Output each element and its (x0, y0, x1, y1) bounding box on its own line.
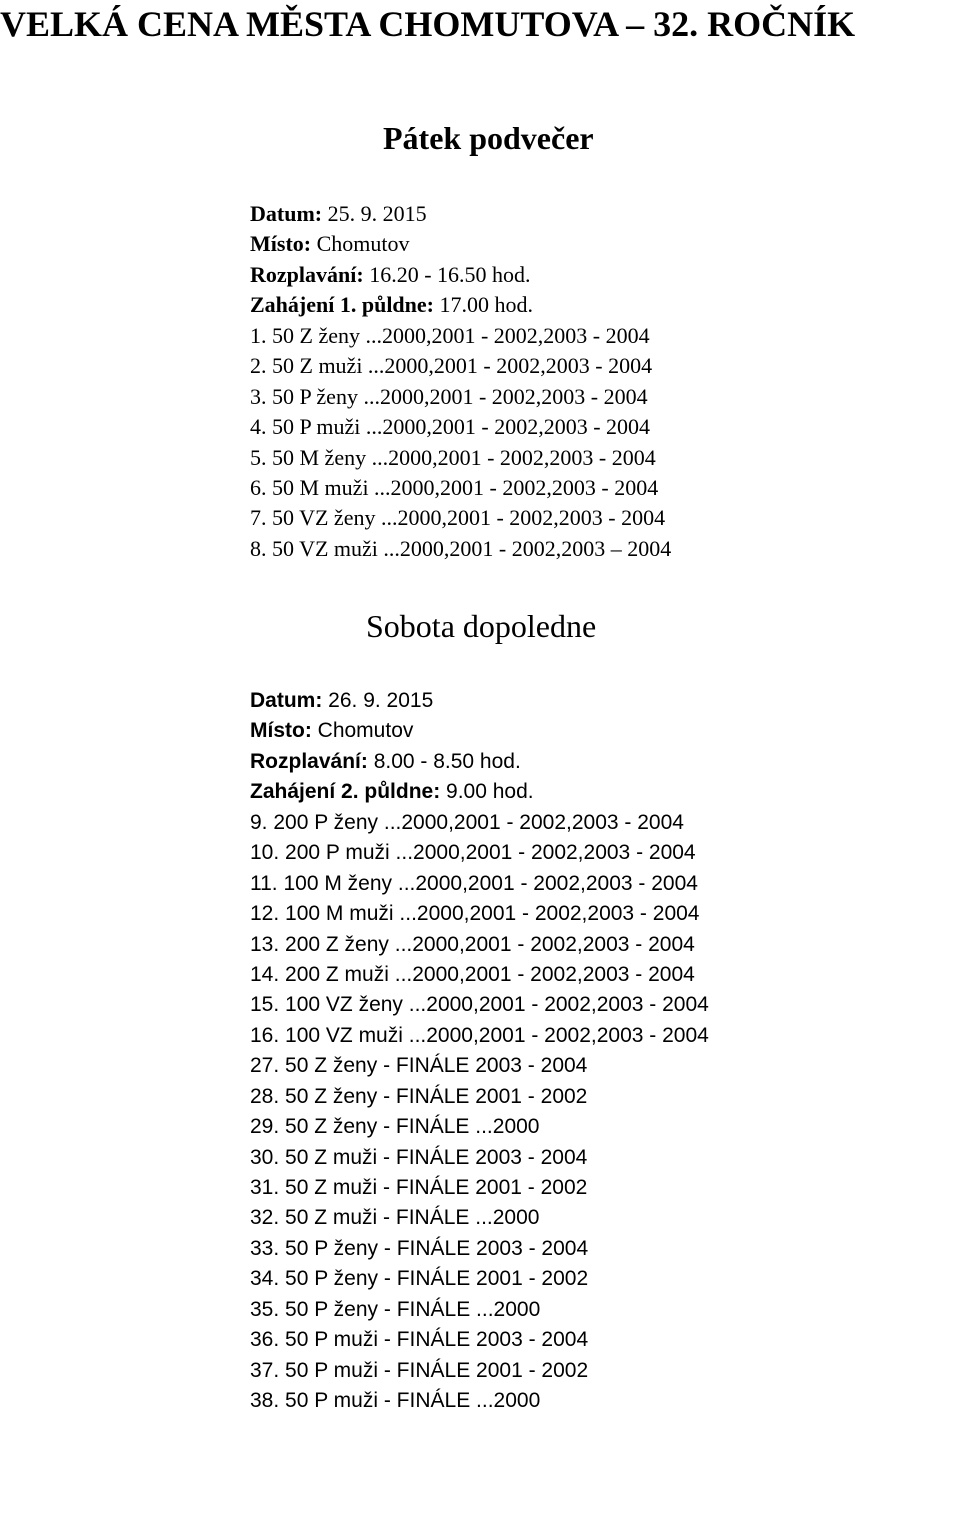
start-value: 9.00 hod. (440, 780, 534, 804)
event-item: 32. 50 Z muži - FINÁLE ...2000 (250, 1206, 540, 1230)
date-label: Datum: (250, 689, 323, 712)
event-item: 29. 50 Z ženy - FINÁLE ...2000 (250, 1115, 540, 1139)
saturday-place-line (250, 716, 709, 746)
event-item: 36. 50 P muži - FINÁLE 2003 - 2004 (250, 1328, 589, 1352)
date-value: 26. 9. 2015 (322, 689, 434, 712)
event-item: 8. 50 VZ muži ...2000,2001 - 2002,2003 – 2004 (250, 535, 672, 561)
start-value: 17.00 hod. (434, 292, 533, 318)
event-item: 5. 50 M ženy ...2000,2001 - 2002,2003 - 2004 (250, 444, 656, 470)
event-item: 35. 50 P ženy - FINÁLE ...2000 (250, 1297, 541, 1321)
event-item (250, 1477, 709, 1507)
event-item: 2. 50 Z muži ...2000,2001 - 2002,2003 - 2004 (250, 353, 653, 379)
event-item: 9. 200 P ženy ...2000,2001 - 2002,2003 - 2004 (250, 810, 684, 834)
saturday-warmup-line (250, 747, 709, 777)
event-item: 4. 50 P muži ...2000,2001 - 2002,2003 - 2004 (250, 414, 651, 440)
friday-heading: Pátek podvečer (383, 120, 594, 156)
friday-schedule (250, 199, 671, 564)
warmup-label: Rozplavání: (250, 261, 364, 287)
friday-date-line (250, 199, 671, 229)
event-item: 1. 50 Z ženy ...2000,2001 - 2002,2003 - 2004 (250, 322, 650, 348)
event-item: 31. 50 Z muži - FINÁLE 2001 - 2002 (250, 1176, 588, 1199)
event-item: 34. 50 P ženy - FINÁLE 2001 - 2002 (250, 1267, 589, 1291)
start-label: Zahájení 1. půldne: (250, 292, 434, 318)
place-value: Chomutov (311, 231, 410, 257)
event-item: 16. 100 VZ muži ...2000,2001 - 2002,2003 - 2004 (250, 1023, 709, 1047)
event-item (250, 1447, 709, 1477)
place-label: Místo: (250, 719, 312, 743)
start-label: Zahájení 2. půldne: (250, 780, 441, 804)
warmup-value: 8.00 - 8.50 hod. (367, 749, 521, 773)
place-label: Místo: (250, 231, 312, 257)
event-item: 33. 50 P ženy - FINÁLE 2003 - 2004 (250, 1236, 589, 1260)
saturday-start-line (250, 777, 709, 807)
event-item: 30. 50 Z muži - FINÁLE 2003 - 2004 (250, 1145, 588, 1169)
event-item: 14. 200 Z muži ...2000,2001 - 2002,2003 - 2004 (250, 962, 695, 986)
place-value: Chomutov (311, 719, 414, 743)
document-title: VELKÁ CENA MĚSTA CHOMUTOVA – 32. ROČNÍK (0, 4, 856, 44)
event-item: 13. 200 Z ženy ...2000,2001 - 2002,2003 - 2004 (250, 932, 695, 956)
date-label: Datum: (250, 201, 323, 226)
event-item: 6. 50 M muži ...2000,2001 - 2002,2003 - 2004 (250, 474, 659, 500)
event-item: 37. 50 P muži - FINÁLE 2001 - 2002 (250, 1358, 589, 1382)
friday-start-line (250, 290, 671, 320)
saturday-schedule (250, 686, 709, 1538)
friday-place-line (250, 229, 671, 259)
event-item (250, 1417, 709, 1447)
event-item: 38. 50 P muži - FINÁLE ...2000 (250, 1389, 541, 1413)
friday-warmup-line (250, 260, 671, 290)
event-item: 27. 50 Z ženy - FINÁLE 2003 - 2004 (250, 1054, 588, 1078)
event-item: 15. 100 VZ ženy ...2000,2001 - 2002,2003 - 2004 (250, 993, 709, 1017)
event-item: 7. 50 VZ ženy ...2000,2001 - 2002,2003 - 2004 (250, 505, 666, 531)
event-item: 28. 50 Z ženy - FINÁLE 2001 - 2002 (250, 1084, 588, 1108)
event-item (250, 1508, 709, 1538)
event-item: 11. 100 M ženy ...2000,2001 - 2002,2003 - 2004 (250, 871, 698, 895)
saturday-heading: Sobota dopoledne (366, 608, 597, 644)
event-item: 12. 100 M muži ...2000,2001 - 2002,2003 - 2004 (250, 902, 700, 926)
event-item: 10. 200 P muži ...2000,2001 - 2002,2003 - 2004 (250, 841, 696, 865)
event-item: 3. 50 P ženy ...2000,2001 - 2002,2003 - 2004 (250, 383, 648, 409)
saturday-date-line (250, 686, 709, 716)
warmup-label: Rozplavání: (250, 749, 368, 773)
date-value: 25. 9. 2015 (322, 201, 427, 226)
warmup-value: 16.20 - 16.50 hod. (363, 261, 531, 287)
